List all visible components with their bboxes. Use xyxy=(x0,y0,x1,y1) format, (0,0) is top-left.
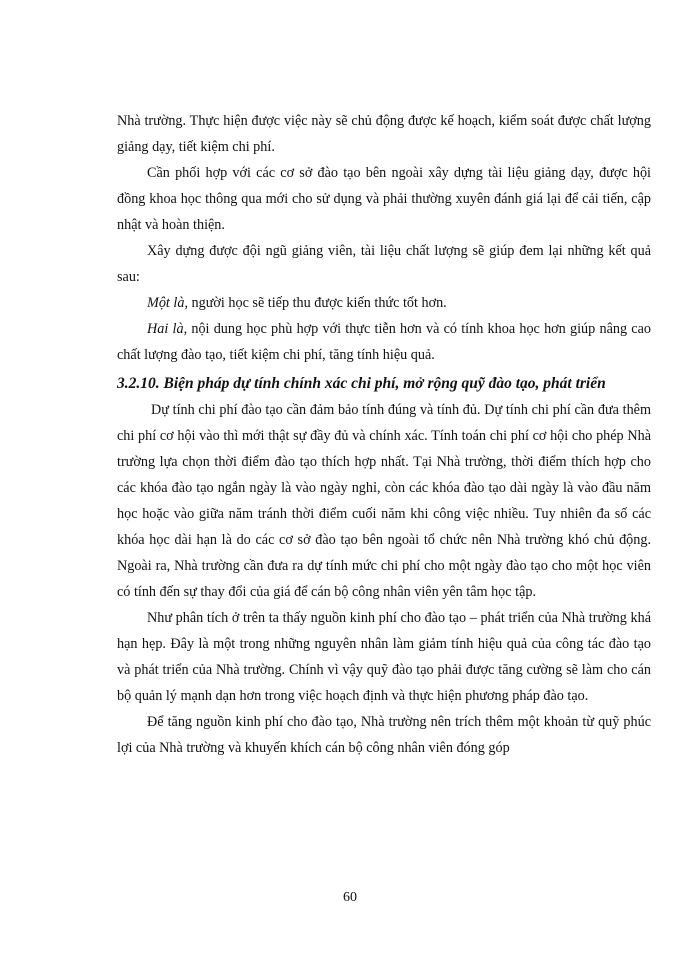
paragraph-second-result xyxy=(117,316,651,368)
first-result-text: , người học sẽ tiếp thu được kiến thức tốt hơn. xyxy=(184,295,447,311)
section-heading: 3.2.10. Biện pháp dự tính chính xác chi phí, mở rộng quỹ đào tạo, phát triển xyxy=(117,375,606,392)
paragraph-funding-analysis: Như phân tích ở trên ta thấy nguồn kinh phí cho đào tạo – phát triển của Nhà trường khá hạn hẹp. Đây là một trong những nguyên nhân làm giảm tính hiệu quả của công tác đào tạo và phát triển của Nhà trường. Chính vì vậy quỹ đào tạo phải được tăng cường sẽ làm cho cán bộ quản lý mạnh dạn hơn trong việc hoạch định và thực hiện phương pháp đào tạo. xyxy=(117,610,651,704)
paragraph-continuation: Nhà trường. Thực hiện được việc này sẽ chủ động được kế hoạch, kiểm soát được chất lượng giảng dạy, tiết kiệm chi phí. xyxy=(117,113,651,155)
paragraph-funding-increase: Để tăng nguồn kinh phí cho đào tạo, Nhà trường nên trích thêm một khoản từ quỹ phúc lợi của Nhà trường và khuyến khích cán bộ công nhân viên đóng góp xyxy=(117,714,651,756)
paragraph-cost-estimation: Dự tính chi phí đào tạo cần đảm bảo tính đúng và tính đủ. Dự tính chi phí cần đưa thêm chi phí cơ hội vào thì mới thật sự đầy đủ và chính xác. Tính toán chi phí cơ hội cho phép Nhà trường lựa chọn thời điểm đào tạo thích hợp nhất. Tại Nhà trường, thời điểm thích hợp cho các khóa đào tạo ngắn ngày là vào ngày nghỉ, còn các khóa đào tạo dài ngày là vào đầu năm học hoặc vào giữa năm tránh thời điểm cuối năm khi công việc nhiều. Tuy nhiên đa số các khóa học dài hạn là do các cơ sở đào tạo bên ngoài tổ chức nên Nhà trường khó chủ động. Ngoài ra, Nhà trường cần đưa ra dự tính mức chi phí cho một ngày đào tạo cho một học viên có tính đến sự thay đổi của giá để cán bộ công nhân viên yên tâm học tập. xyxy=(117,402,651,600)
paragraph-results-intro: Xây dựng được đội ngũ giảng viên, tài liệu chất lượng sẽ giúp đem lại những kết quả sau: xyxy=(117,243,651,285)
second-result-lead: Hai là xyxy=(147,321,184,337)
second-result-text: , nội dung học phù hợp với thực tiễn hơn và có tính khoa học hơn giúp nâng cao chất lượng đào tạo, tiết kiệm chi phí, tăng tính hiệu quả. xyxy=(117,321,651,363)
page-number: 60 xyxy=(343,890,357,905)
body-text xyxy=(117,108,651,761)
paragraph-first-result xyxy=(117,290,651,316)
paragraph-teaching-materials: Cần phối hợp với các cơ sở đào tạo bên ngoài xây dựng tài liệu giảng dạy, được hội đồng khoa học thông qua mới cho sử dụng và phải thường xuyên đánh giá lại để cải tiến, cập nhật và hoàn thiện. xyxy=(117,165,651,233)
first-result-lead: Một là xyxy=(147,295,185,311)
